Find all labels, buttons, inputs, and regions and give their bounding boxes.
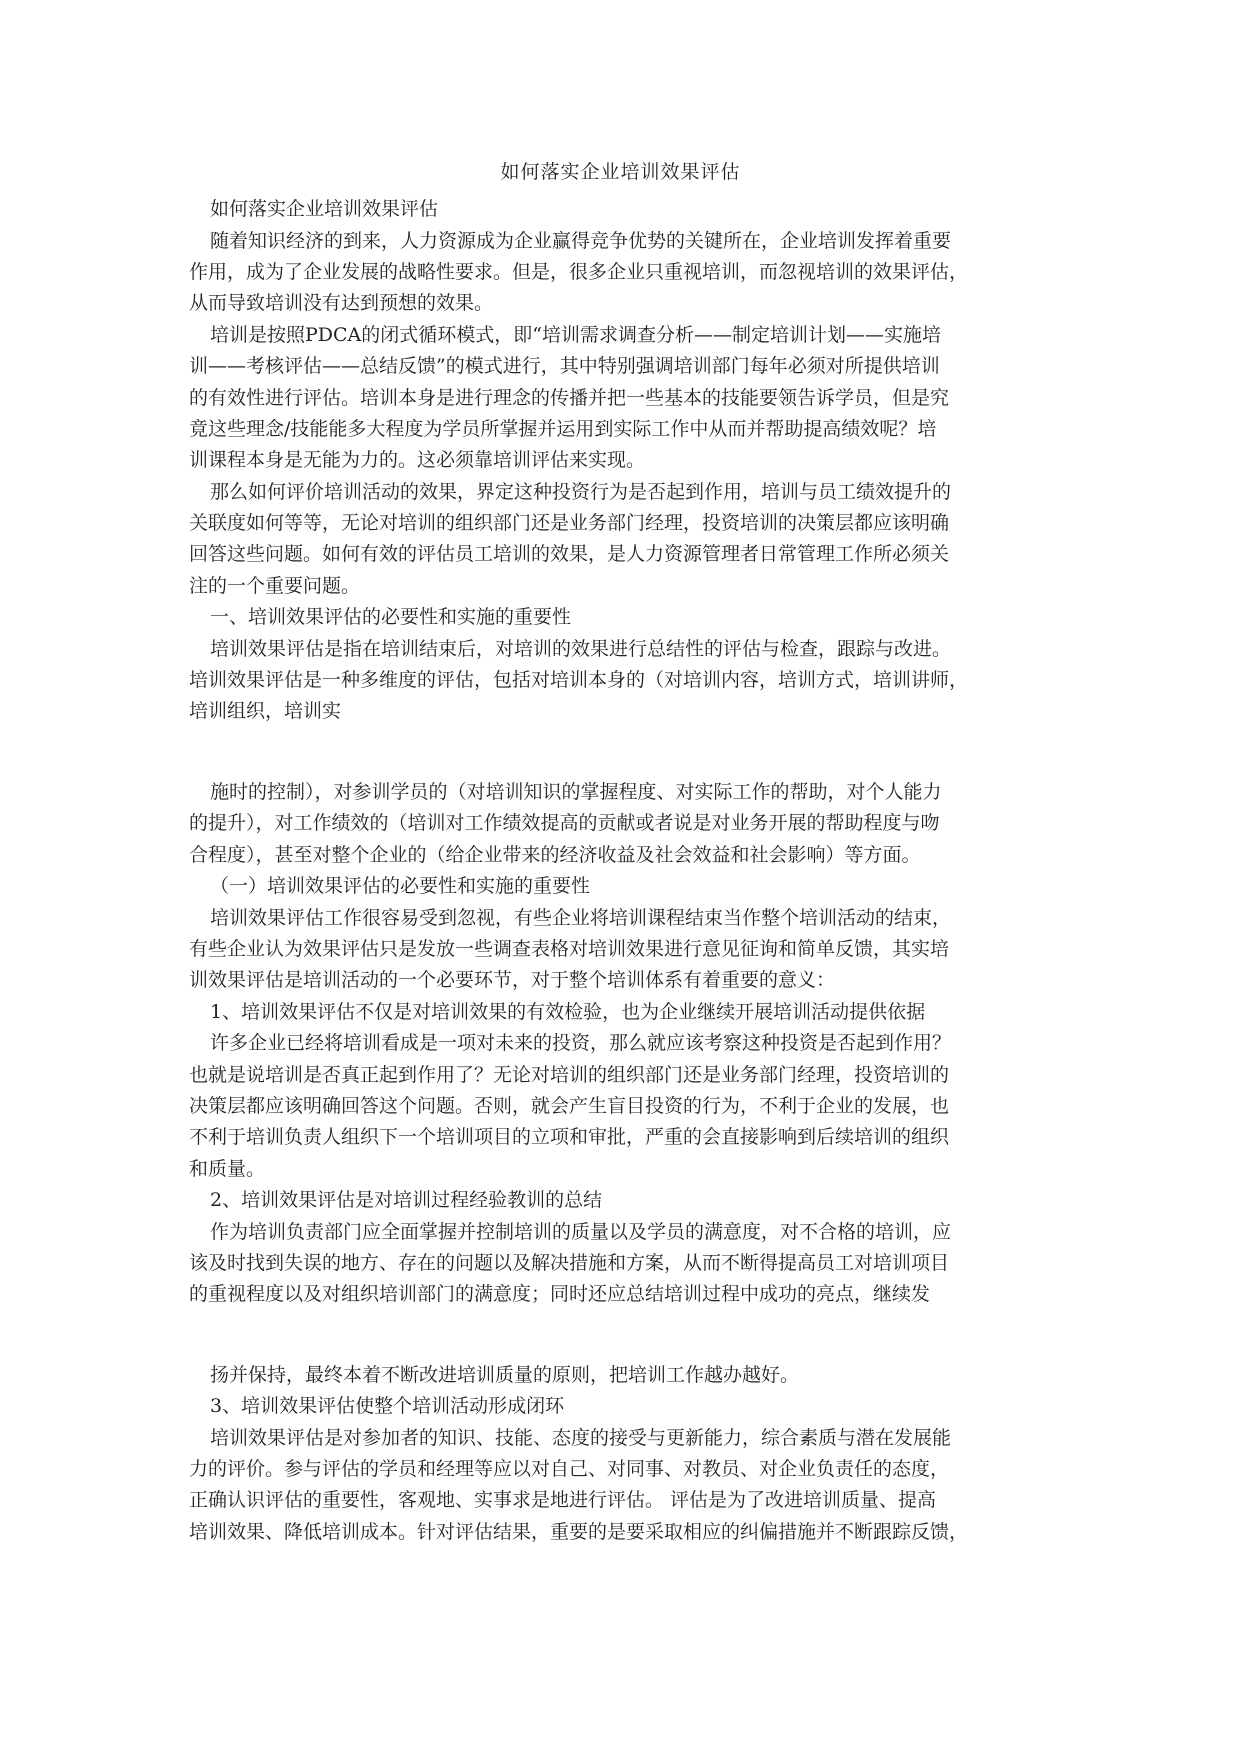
text-line: 有些企业认为效果评估只是发放一些调查表格对培训效果进行意见征询和简单反馈，其实培 bbox=[189, 938, 950, 960]
text-line: 训课程本身是无能为力的。这必须靠培训评估来实现。 bbox=[189, 449, 646, 471]
section-heading: 3、培训效果评估使整个培训活动形成闭环 bbox=[210, 1395, 565, 1417]
text-line: 回答这些问题。如何有效的评估员工培训的效果，是人力资源管理者日常管理工作所必须关 bbox=[189, 543, 950, 565]
text-line: 许多企业已经将培训看成是一项对未来的投资，那么就应该考察这种投资是否起到作用？ bbox=[210, 1032, 952, 1054]
text-line: 竟这些理念/技能能多大程度为学员所掌握并运用到实际工作中从而并帮助提高绩效呢？培 bbox=[189, 418, 937, 440]
section-heading: 2、培训效果评估是对培训过程经验教训的总结 bbox=[210, 1189, 603, 1211]
text-line: 培训效果评估是一种多维度的评估，包括对培训本身的（对培训内容，培训方式，培训讲师， bbox=[189, 669, 969, 691]
section-heading: 一、培训效果评估的必要性和实施的重要性 bbox=[210, 606, 572, 628]
text-line: 的有效性进行评估。培训本身是进行理念的传播并把一些基本的技能要领告诉学员，但是究 bbox=[189, 387, 950, 409]
text-line: 培训效果、降低培训成本。针对评估结果，重要的是要采取相应的纠偏措施并不断跟踪反馈， bbox=[189, 1521, 969, 1543]
text-line: 也就是说培训是否真正起到作用了？无论对培训的组织部门还是业务部门经理，投资培训的 bbox=[189, 1064, 950, 1086]
text-line: 扬并保持，最终本着不断改进培训质量的原则，把培训工作越办越好。 bbox=[210, 1364, 800, 1386]
text-line: 的提升），对工作绩效的（培训对工作绩效提高的贡献或者说是对业务开展的帮助程度与吻 bbox=[189, 812, 940, 834]
text-line: 培训组织，培训实 bbox=[189, 700, 342, 722]
text-line: 培训效果评估工作很容易受到忽视，有些企业将培训课程结束当作整个培训活动的结束， bbox=[210, 907, 952, 929]
text-line: 培训效果评估是对参加者的知识、技能、态度的接受与更新能力，综合素质与潜在发展能 bbox=[210, 1427, 952, 1449]
text-line: 的重视程度以及对组织培训部门的满意度；同时还应总结培训过程中成功的亮点，继续发 bbox=[189, 1283, 931, 1305]
text-line: 那么如何评价培训活动的效果，界定这种投资行为是否起到作用，培训与员工绩效提升的 bbox=[210, 481, 952, 503]
text-line: 训——考核评估——总结反馈”的模式进行，其中特别强调培训部门每年必须对所提供培训 bbox=[189, 355, 940, 377]
text-line: 随着知识经济的到来，人力资源成为企业赢得竞争优势的关键所在，企业培训发挥着重要 bbox=[210, 230, 952, 252]
text-line: 正确认识评估的重要性，客观地、实事求是地进行评估。 评估是为了改进培训质量、提高 bbox=[189, 1489, 937, 1511]
section-heading: 1、培训效果评估不仅是对培训效果的有效检验，也为企业继续开展培训活动提供依据 bbox=[210, 1001, 926, 1023]
document-title: 如何落实企业培训效果评估 bbox=[500, 161, 741, 183]
text-line: 培训效果评估是指在培训结束后，对培训的效果进行总结性的评估与检查，跟踪与改进。 bbox=[210, 638, 952, 660]
text-line: 从而导致培训没有达到预想的效果。 bbox=[189, 292, 494, 314]
text-line: 施时的控制），对参训学员的（对培训知识的掌握程度、对实际工作的帮助，对个人能力 bbox=[210, 781, 942, 803]
text-line: 合程度），甚至对整个企业的（给企业带来的经济收益及社会效益和社会影响）等方面。 bbox=[189, 844, 921, 866]
text-line: 作为培训负责部门应全面掌握并控制培训的质量以及学员的满意度，对不合格的培训，应 bbox=[210, 1221, 952, 1243]
section-heading: （一）培训效果评估的必要性和实施的重要性 bbox=[210, 875, 591, 897]
text-line: 力的评价。参与评估的学员和经理等应以对自己、对同事、对教员、对企业负责任的态度， bbox=[189, 1458, 950, 1480]
text-line: 作用，成为了企业发展的战略性要求。但是，很多企业只重视培训，而忽视培训的效果评估， bbox=[189, 261, 969, 283]
text-line: 注的一个重要问题。 bbox=[189, 575, 361, 597]
text-line: 不利于培训负责人组织下一个培训项目的立项和审批，严重的会直接影响到后续培训的组织 bbox=[189, 1126, 950, 1148]
text-line: 决策层都应该明确回答这个问题。否则，就会产生盲目投资的行为，不利于企业的发展，也 bbox=[189, 1095, 950, 1117]
text-line: 关联度如何等等，无论对培训的组织部门还是业务部门经理，投资培训的决策层都应该明确 bbox=[189, 512, 950, 534]
text-line: 和质量。 bbox=[189, 1158, 266, 1180]
text-line: 该及时找到失误的地方、存在的问题以及解决措施和方案，从而不断得提高员工对培训项目 bbox=[189, 1252, 950, 1274]
text-line: 训效果评估是培训活动的一个必要环节，对于整个培训体系有着重要的意义： bbox=[189, 969, 836, 991]
text-line: 培训是按照PDCA的闭式循环模式，即“培训需求调查分析——制定培训计划——实施培 bbox=[210, 324, 941, 346]
text-line: 如何落实企业培训效果评估 bbox=[210, 198, 439, 220]
